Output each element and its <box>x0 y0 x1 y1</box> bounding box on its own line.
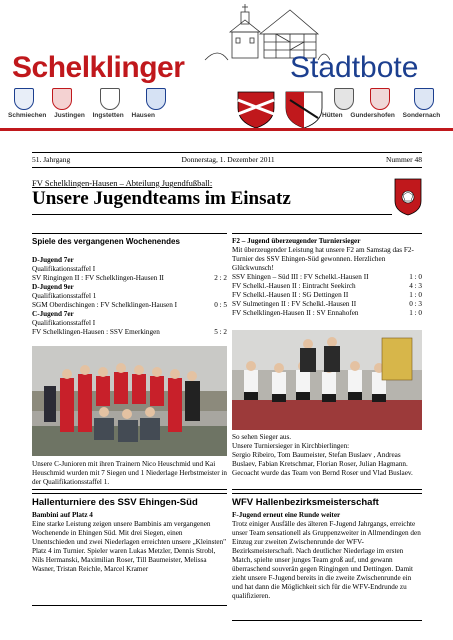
photo-caption-c-junioren: Unsere C-Junioren mit ihren Trainern Nico Heuschmid und Kai Heuschmid wurden mit 7 Siegen und 1 Niederlage Herbstmeister in der Qualifikationsstaffel 1. <box>32 460 228 486</box>
town-name: Gundershofen <box>350 112 395 119</box>
hallen-right-body <box>232 511 422 601</box>
town-name: Hütten <box>322 112 343 119</box>
left-box-top-rule <box>32 233 227 234</box>
city-shields-icon <box>220 90 340 128</box>
club-badge-icon <box>394 178 422 216</box>
town-name: Ingstetten <box>92 112 124 119</box>
issue-rule-bottom <box>32 167 422 168</box>
masthead-rule <box>0 128 453 131</box>
tournament-result-row <box>232 300 422 309</box>
match-teams: SGM Oberdischingen : FV Schelklingen-Hausen I <box>32 301 177 309</box>
match-score: 1 : 0 <box>409 273 422 281</box>
match-teams: FV Schelklingen-Hausen II : SV Ennahofen <box>232 309 359 317</box>
hallen-left-subtitle: Bambini auf Platz 4 <box>32 511 93 519</box>
match-teams: FV Schelkl.-Hausen II : Eintracht Seekirch <box>232 282 356 290</box>
match-teams: SSV Ehingen – Süd III : FV Schelkl.-Hausen II <box>232 273 369 281</box>
match-row <box>32 328 227 337</box>
issue-date: Donnerstag, 1. Dezember 2011 <box>181 155 275 164</box>
match-score: 4 : 3 <box>409 282 422 290</box>
crest-gundershofen-icon <box>370 88 390 110</box>
match-score: 0 : 3 <box>409 300 422 308</box>
team-heading: D-Jugend 9er <box>32 283 74 291</box>
match-row <box>32 274 227 283</box>
match-teams: SV Sulmetingen II : FV Schelkl.-Hausen II <box>232 300 357 308</box>
right-box-top-rule <box>232 233 422 234</box>
tournament-result-row <box>232 309 422 318</box>
team-photo-c-junioren <box>32 346 227 456</box>
hallen-right-title: WFV Hallenbezirksmeisterschaft <box>232 497 379 508</box>
match-teams: FV Schelkl.-Hausen II : SG Dettingen II <box>232 291 349 299</box>
hallen-left-bottom-rule <box>32 605 227 606</box>
left-box-title: Spiele des vergangenen Wochenendes <box>32 237 180 246</box>
league-name: Qualifikationsstaffel I <box>32 319 96 327</box>
crest-hausen-icon <box>146 88 166 110</box>
hallen-right-subtitle: F-Jugend erneut eine Runde weiter <box>232 511 341 519</box>
right-results-box <box>232 237 422 318</box>
towns-right-list <box>322 112 446 119</box>
tournament-result-row <box>232 291 422 300</box>
masthead-title-left: Schelklinger <box>12 51 185 84</box>
match-teams: SV Ringingen II : FV Schelklingen-Hausen II <box>32 274 164 282</box>
hallen-right-bottom-rule <box>232 620 422 621</box>
team-heading: C-Jugend 7er <box>32 310 74 318</box>
town-name: Schmiechen <box>8 112 47 119</box>
tournament-result-row <box>232 282 422 291</box>
crest-justingen-icon <box>52 88 72 110</box>
right-box-bottom-rule <box>232 489 422 490</box>
match-score: 1 : 0 <box>409 291 422 299</box>
article-headline: Unsere Jugendteams im Einsatz <box>32 188 291 209</box>
masthead-title-right: Stadtbote <box>290 51 419 84</box>
crest-schmiechen-icon <box>14 88 34 110</box>
issue-rule-top <box>32 152 422 153</box>
hallen-left-text: Eine starke Leistung zeigen unsere Bambinis am vergangenen Wochenende in Ehingen Süd. Mit drei Siegen, einen Unentschieden und zwei Niederlagen erreichten unsere „Kleinsten" Platz 4 im Turnier. Spieler waren Lukas Metzler, Dennis Strobl, Nils Hermanski, Maximilian Roser, Till Baumeister, Melissa Wasner, Tristan Reichle, Marcel Kramer <box>32 520 227 573</box>
league-name: Qualifikationsstaffel I <box>32 265 96 273</box>
tournament-result-row <box>232 273 422 282</box>
town-name: Justingen <box>54 112 85 119</box>
hallen-right-text: Trotz einiger Ausfälle des älteren F-Jugend Jahrgangs, erreichte unser Team sensationell als Gruppenzweiter in Allmendingen den Einzug zur zweiten Zwischenrunde der WFV-Bezirksmeisterschaft. Nach deutlicher Niederlage im ersten Match, spielte unser junges Team groß auf, und gewann überraschend souverän gegen Ringingen und Dettingen. Damit zieht unsere F-Jugend bereits in die zweite Zwischenrunde ein und hat dann die Möglichkeit sich für die WFV-Endrunde zu qualifizieren. <box>232 520 421 600</box>
crest-ingstetten-icon <box>100 88 120 110</box>
match-score: 1 : 0 <box>409 309 422 317</box>
left-results-box <box>32 237 227 337</box>
photo-caption-f2: So sehen Sieger aus. Unsere Turniersieger in Kirchbierlingen: Sergio Ribeiro, Tom Baumeister, Stefan Buslaev , Andreas Buslaev, Fabian Kretschmar, Florian Roser, Julian Hagmann. Gecoacht wurde das Team von Bernd Roser und Vlad Buslaev. <box>232 433 413 477</box>
match-score: 5 : 2 <box>214 328 227 336</box>
issue-number: Nummer 48 <box>385 155 422 164</box>
hallen-left-title: Hallenturniere des SSV Ehingen-Süd <box>32 497 198 508</box>
town-name: Sondernach <box>402 112 441 119</box>
match-score: 0 : 5 <box>214 301 227 309</box>
team-photo-f2 <box>232 330 422 430</box>
left-box-bottom-rule <box>32 489 227 490</box>
hallen-left-top-rule <box>32 493 227 494</box>
towns-left-list <box>8 112 161 119</box>
right-box-title: F2 – Jugend überzeugender Turniersieger <box>232 237 361 245</box>
hallen-right-top-rule <box>232 493 422 494</box>
headline-rule <box>32 214 392 215</box>
article-kicker: FV Schelklingen-Hausen – Abteilung Jugendfußball: <box>32 178 213 188</box>
match-row <box>32 301 227 310</box>
right-box-intro: Mit überzeugender Leistung hat unsere F2 am Samstag das F2-Turnier des SSV Ehingen-Süd gewonnen. Herzlichen Glückwunsch! <box>232 246 414 272</box>
masthead <box>0 0 453 150</box>
league-name: Qualifikationsstaffel 1 <box>32 292 97 300</box>
hallen-left-body <box>32 511 227 574</box>
match-teams: FV Schelklingen-Hausen : SSV Emerkingen <box>32 328 160 336</box>
match-score: 2 : 2 <box>214 274 227 282</box>
team-heading: D-Jugend 7er <box>32 256 74 264</box>
issue-line <box>32 155 422 164</box>
crest-sondernach-icon <box>414 88 434 110</box>
issue-year: 51. Jahrgang <box>32 155 71 164</box>
town-name: Hausen <box>131 112 155 119</box>
